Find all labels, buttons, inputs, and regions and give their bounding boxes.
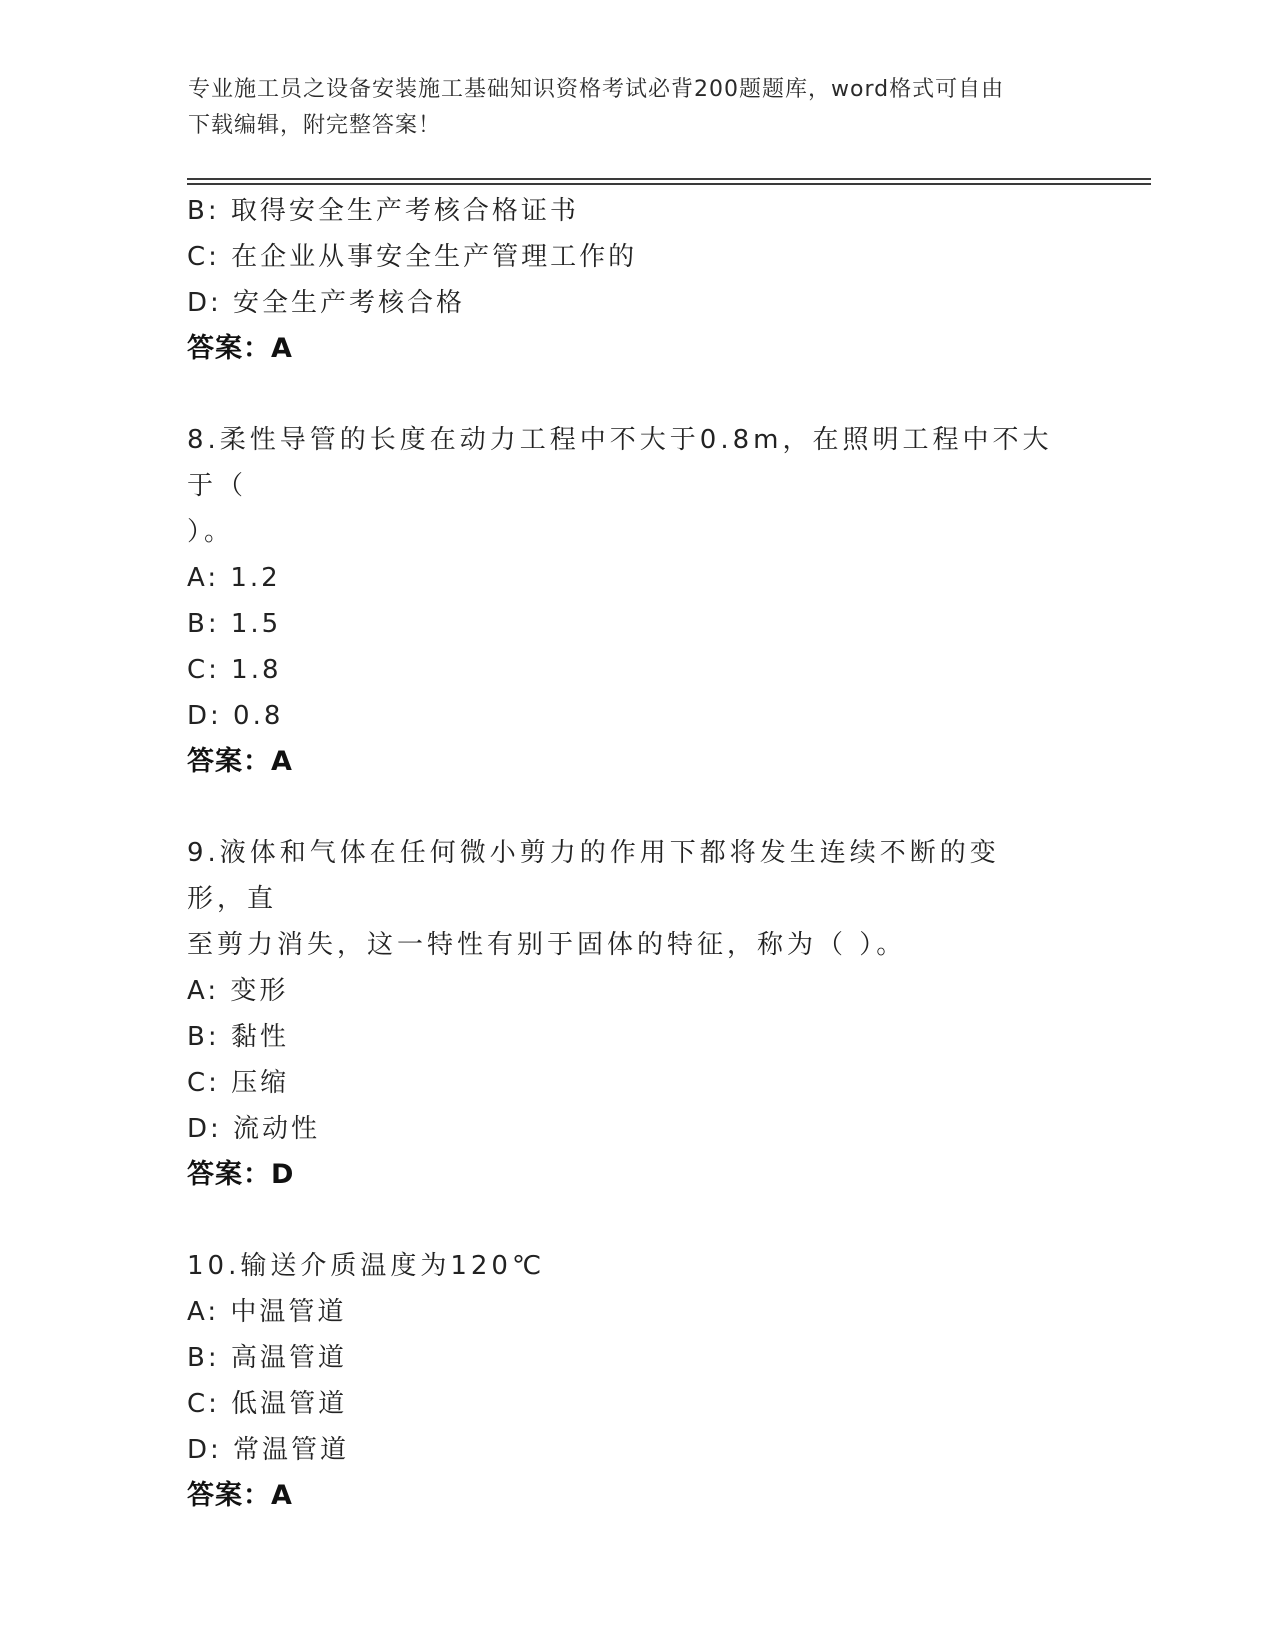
question-10 — [187, 1243, 1087, 1519]
spacer — [187, 1198, 1087, 1243]
q7-option-d: D: 安全生产考核合格 — [187, 288, 466, 318]
q8-option-a: A: 1.2 — [187, 563, 281, 593]
q7-answer: 答案：A — [187, 333, 293, 364]
q9-text-line-1: 9.液体和气体在任何微小剪力的作用下都将发生连续不断的变形，直 — [187, 838, 1000, 914]
header-divider-bottom — [187, 183, 1151, 185]
q9-text — [187, 830, 1057, 968]
q10-option-c: C: 低温管道 — [187, 1389, 348, 1419]
header-line-1: 专业施工员之设备安装施工基础知识资格考试必背200题题库，word格式可自由 — [188, 77, 1005, 102]
q9-option-b: B: 黏性 — [187, 1022, 289, 1052]
q10-answer: 答案：A — [187, 1480, 293, 1511]
spacer — [187, 785, 1087, 830]
q9-option-d: D: 流动性 — [187, 1114, 321, 1144]
q8-text — [187, 417, 1057, 555]
q10-option-d: D: 常温管道 — [187, 1435, 350, 1465]
q10-option-a: A: 中温管道 — [187, 1297, 347, 1327]
document-header — [188, 72, 1088, 144]
question-9 — [187, 830, 1087, 1198]
q9-option-a: A: 变形 — [187, 976, 289, 1006]
q10-option-b: B: 高温管道 — [187, 1343, 347, 1373]
q8-option-b: B: 1.5 — [187, 609, 282, 639]
spacer — [187, 372, 1087, 417]
q10-text: 10.输送介质温度为120℃ — [187, 1251, 546, 1281]
question-list — [187, 188, 1087, 1519]
header-divider-top — [187, 178, 1151, 180]
q8-text-line-1: 8.柔性导管的长度在动力工程中不大于0.8m，在照明工程中不大于（ — [187, 425, 1053, 501]
q8-option-d: D: 0.8 — [187, 701, 284, 731]
q9-option-c: C: 压缩 — [187, 1068, 290, 1098]
header-line-2: 下载编辑，附完整答案！ — [188, 113, 442, 138]
q9-answer: 答案：D — [187, 1159, 295, 1190]
q9-text-line-2: 至剪力消失，这一特性有别于固体的特征，称为（ ）。 — [187, 930, 907, 960]
question-8 — [187, 417, 1087, 785]
question-7 — [187, 188, 1087, 372]
q7-option-b: B: 取得安全生产考核合格证书 — [187, 196, 579, 226]
q8-text-line-2: ）。 — [187, 517, 235, 547]
q7-option-c: C: 在企业从事安全生产管理工作的 — [187, 242, 638, 272]
q8-answer: 答案：A — [187, 746, 293, 777]
q8-option-c: C: 1.8 — [187, 655, 282, 685]
